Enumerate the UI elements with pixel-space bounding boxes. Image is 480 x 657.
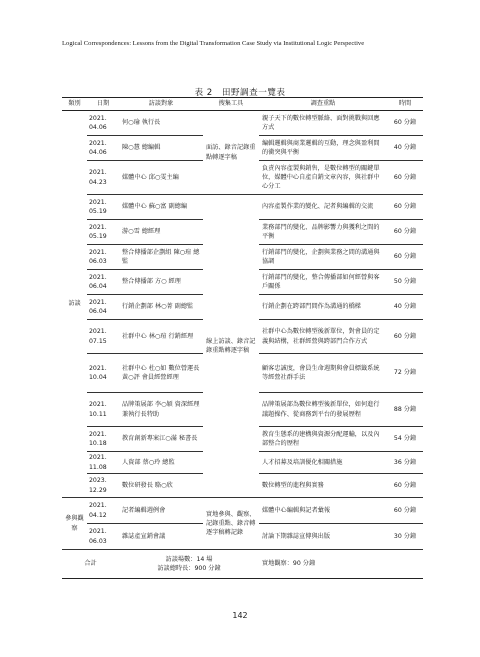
row-focus: 內容產製作業的變化、記者與編輯的交流 [259,195,387,220]
row-subject: 整合傳播部企劃組 陳○瑄 總監 [119,245,203,270]
header-date: 日期 [87,98,119,111]
row-time: 54 分鐘 [387,427,423,452]
row-subject: 記者編輯週例會 [119,498,203,524]
row-time: 60 分鐘 [387,320,423,354]
row-time: 60 分鐘 [387,161,423,195]
table-row [62,498,423,524]
row-focus: 人才招募及培訓優化相關措施 [259,452,387,474]
row-date: 2021. 04.06 [87,111,119,136]
row-date: 2021. 05.19 [87,220,119,245]
row-time: 88 分鐘 [387,393,423,427]
row-focus: 業務部門的變化、品牌影響力與獲利之間的平衡 [259,220,387,245]
table-title: 表 2 田野調查一覽表 [194,88,286,98]
row-focus: 行銷部門的變化，整合傳播部如何經營與客戶關係 [259,270,387,295]
page-number: 142 [232,611,248,620]
category-observation: 參與觀察 [62,498,87,550]
total-row [62,550,423,579]
row-time: 36 分鐘 [387,452,423,474]
row-focus: 顧客忠誠度，會員生命週期與會員標籤系統等經營社群手法 [259,354,387,393]
row-date: 2021. 04.06 [87,136,119,161]
row-subject: 整合傳播部 方○ 經理 [119,270,203,295]
header-tool: 搜集工具 [203,98,259,111]
row-date: 2021. 04.12 [87,498,119,524]
row-time: 72 分鐘 [387,354,423,393]
row-time: 60 分鐘 [387,220,423,245]
tool-online: 線上訪談、錄音記錄重點轉逐字稿 [203,195,259,498]
row-subject: 社群中心 林○瑄 行銷經理 [119,320,203,354]
header-subject: 訪談對象 [119,98,203,111]
row-focus: 行銷企劃在跨部門間作為溝通的橋樑 [259,295,387,320]
row-subject: 社群中心 杜○如 數位營運長 黃○評 會員經營經理 [119,354,203,393]
row-focus: 討論下期雜誌宣傳與出版 [259,524,387,550]
row-focus: 品牌策展部為數位轉型後新單位，如何進行議題操作、從商務到平台的發展歷程 [259,393,387,427]
row-subject: 數位研發長 駱○欣 [119,474,203,498]
row-focus: 教育生態系的建構與資源分配運輸，以及內部整合的歷程 [259,427,387,452]
total-label: 合計 [62,550,119,579]
header-category: 類別 [62,98,87,111]
header-focus: 調查重點 [259,98,387,111]
row-time: 60 分鐘 [387,111,423,136]
row-time: 40 分鐘 [387,136,423,161]
row-subject: 人資部 蔡○玲 總監 [119,452,203,474]
total-observation: 實地觀察：90 分鐘 [259,550,423,579]
fieldwork-table [62,97,423,579]
table-row [62,195,423,220]
row-date: 2023. 12.29 [87,474,119,498]
row-date: 2021. 10.11 [87,393,119,427]
table-header-row [62,98,423,111]
row-subject: 陳○慧 總編輯 [119,136,203,161]
row-focus: 編輯邏輯與商業邏輯的互動，理念與盈利間的衝突與平衡 [259,136,387,161]
row-time: 50 分鐘 [387,270,423,295]
row-subject: 媒體中心 蘇○富 副總編 [119,195,203,220]
row-date: 2021. 04.23 [87,161,119,195]
row-subject: 教育創新專案江○滿 秘書長 [119,427,203,452]
row-focus: 數位轉型的進程與實務 [259,474,387,498]
table-row [62,111,423,136]
row-date: 2021. 07.15 [87,320,119,354]
header-time: 時間 [387,98,423,111]
row-date: 2021. 10.18 [87,427,119,452]
total-interview-duration: 訪談總時長：900 分鐘 [157,565,221,572]
row-subject: 何○瑜 執行長 [119,111,203,136]
row-date: 2021. 06.04 [87,270,119,295]
row-focus: 行銷部門的變化，企劃與業務之間的溝通與協調 [259,245,387,270]
tool-field-observation: 實地參與、觀察、記錄重點、錄音轉逐字稿轉記錄 [203,498,259,550]
total-interview-stats [119,550,259,579]
row-time: 60 分鐘 [387,474,423,498]
row-date: 2021. 05.19 [87,195,119,220]
row-date: 2021. 06.03 [87,524,119,550]
row-subject: 行銷企劃部 林○菁 副總監 [119,295,203,320]
row-focus: 社群中心為數位轉型後新單位，對會員的定義與結構，社群經營與跨部門合作方式 [259,320,387,354]
row-focus: 負責內容產製與銷售，是數位轉型的關鍵單位，媒體中心自產自銷文章內容，與社群中心分工 [259,161,387,195]
row-time: 60 分鐘 [387,245,423,270]
row-time: 60 分鐘 [387,498,423,524]
total-interview-count: 訪談場數：14 場 [165,555,213,563]
category-interview: 訪談 [62,111,87,498]
row-time: 60 分鐘 [387,195,423,220]
row-time: 30 分鐘 [387,524,423,550]
row-date: 2021. 06.04 [87,295,119,320]
row-time: 40 分鐘 [387,295,423,320]
row-subject: 雜誌產宣銷會議 [119,524,203,550]
row-focus: 親子天下的數位轉型脈絡、面對挑戰與回應方式 [259,111,387,136]
row-date: 2021. 06.03 [87,245,119,270]
row-date: 2021. 10.04 [87,354,119,393]
running-head: Logical Correspondences: Lessons from the Digital Transformation Case Study via Institutional Logic Perspective [62,40,365,47]
row-subject: 品牌策展部 李○穎 資深經理兼執行長特助 [119,393,203,427]
row-focus: 媒體中心編輯與記者彙報 [259,498,387,524]
row-date: 2021. 11.08 [87,452,119,474]
row-subject: 媒體中心 邱○雯主編 [119,161,203,195]
tool-face-to-face: 面訪、錄音記錄重點轉逐字稿 [203,111,259,195]
row-subject: 游○雪 總經理 [119,220,203,245]
